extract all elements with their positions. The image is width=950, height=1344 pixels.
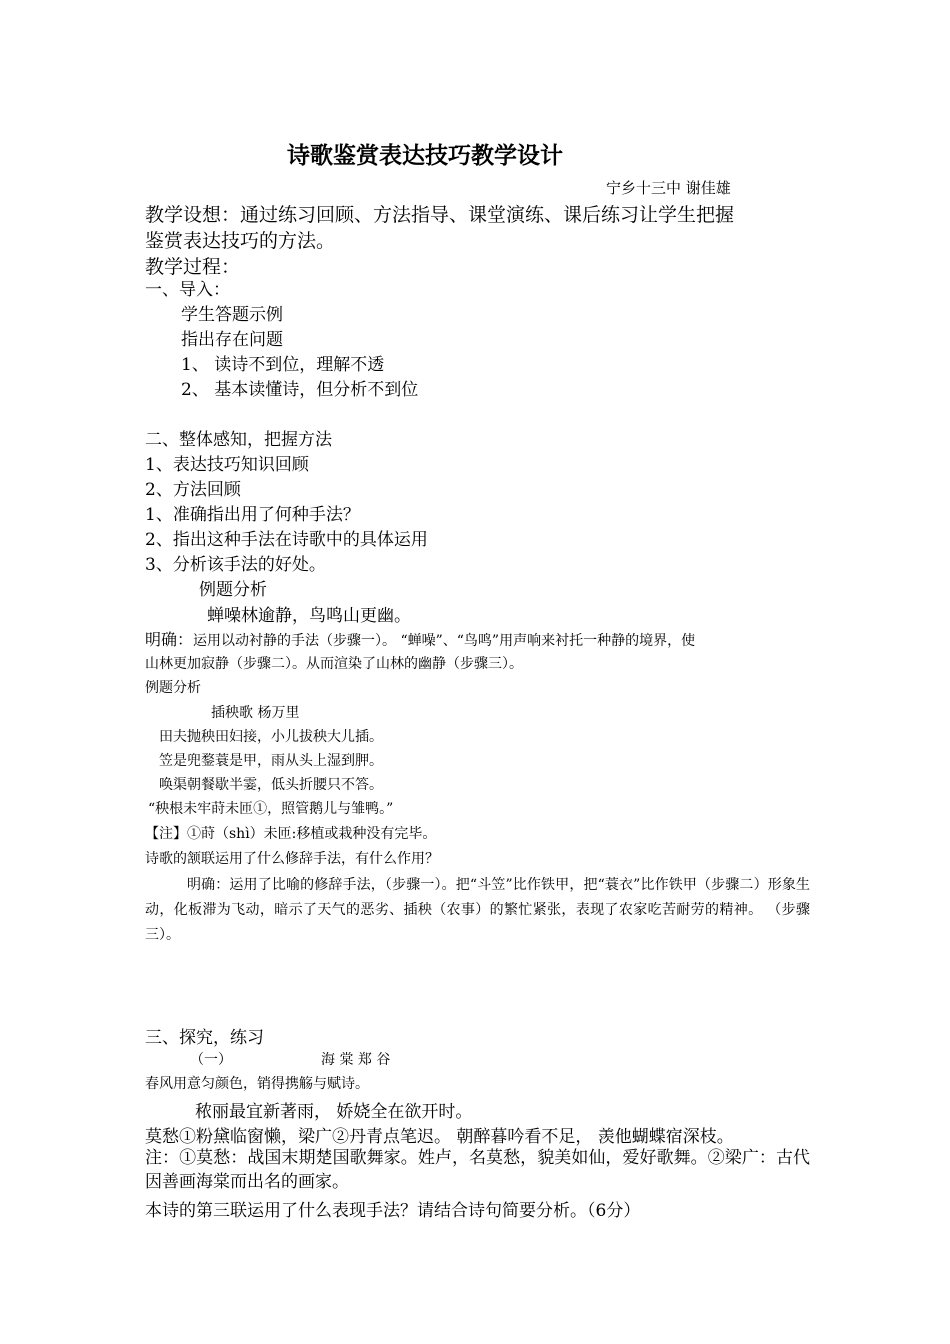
poem-line: 笠是兜鍪蓑是甲，雨从头上湿到胛。 <box>159 753 383 769</box>
section3-line: 莫愁①粉黛临窗懒，梁广②丹青点笔迟。 朝醉暮吟看不足， 羡他蝴蝶宿深枝。 <box>145 1127 734 1147</box>
poem-line: “秧根未牢莳未匝①，照管鹅儿与雏鸭。” <box>148 801 394 817</box>
page-title: 诗歌鉴赏表达技巧教学设计 <box>287 142 563 169</box>
section3-heading: 三、探究，练习 <box>145 1028 264 1048</box>
process-heading: 教学过程： <box>145 256 241 278</box>
section3-line: 秾丽最宜新著雨， 娇娆全在欲开时。 <box>195 1102 473 1122</box>
section2-heading: 二、整体感知，把握方法 <box>145 430 332 450</box>
author-line: 宁乡十三中 谢佳雄 <box>606 179 731 197</box>
section1-item: 2、 基本读懂诗，但分析不到位 <box>181 380 419 400</box>
example1-line: 蝉噪林逾静，鸟鸣山更幽。 <box>207 606 411 626</box>
answer1-line-1 <box>145 627 695 650</box>
poem-title: 插秧歌 杨万里 <box>211 705 300 721</box>
section2-item: 2、指出这种手法在诗歌中的具体运用 <box>145 530 428 550</box>
section2-item: 2、方法回顾 <box>145 480 241 500</box>
section1-heading: 一、导入： <box>145 280 230 300</box>
section3-note: 注：①莫愁：战国末期楚国歌舞家。姓卢，名莫愁，貌美如仙，爱好歌舞。②梁广：古代因善画海棠而出名的画家。 <box>145 1148 810 1192</box>
section1-item: 1、 读诗不到位，理解不透 <box>181 355 385 375</box>
example1-label: 例题分析 <box>199 580 267 600</box>
example2-label: 例题分析 <box>145 680 201 696</box>
section2-item: 1、准确指出用了何种手法？ <box>145 505 360 525</box>
answer1-prefix: 明确： <box>145 630 194 649</box>
section1-item: 指出存在问题 <box>181 330 283 350</box>
answer1-text: 运用以动衬静的手法（步骤一）。 “蝉噪”、“鸟鸣”用声响来衬托一种静的境界，使 <box>193 633 696 649</box>
section3-question: 本诗的第三联运用了什么表现手法？请结合诗句简要分析。（6分） <box>145 1201 641 1221</box>
question-1: 诗歌的颔联运用了什么修辞手法，有什么作用？ <box>145 851 439 867</box>
poem-line: 唤渠朝餐歇半霎，低头折腰只不答。 <box>159 777 383 793</box>
answer1-line-2: 山林更加寂静（步骤二）。从而渲染了山林的幽静（步骤三）。 <box>145 656 523 672</box>
answer-2: 明确：运用了比喻的修辞手法，（步骤一）。把“斗笠”比作铁甲，把“蓑衣”比作铁甲（步骤二）形象生动，化板滞为飞动，暗示了天气的恶劣、插秧（农事）的繁忙紧张，表现了农家吃苦耐劳的精神。 （步骤三）。 <box>145 877 810 943</box>
section2-item: 3、分析该手法的好处。 <box>145 555 326 575</box>
poem-line: 田夫抛秧田妇接，小儿拔秧大儿插。 <box>159 729 383 745</box>
poem-note: 【注】①莳（shì）未匝:移植或栽种没有完毕。 <box>145 826 437 842</box>
section3-sub-label: （一） <box>190 1052 232 1068</box>
section3-line: 春风用意匀颜色，销得携觞与赋诗。 <box>145 1076 369 1092</box>
intro-line-1: 教学设想：通过练习回顾、方法指导、课堂演练、课后练习让学生把握 <box>145 204 735 226</box>
section2-item: 1、表达技巧知识回顾 <box>145 455 309 475</box>
section3-poem-title: 海 棠 郑 谷 <box>321 1052 391 1068</box>
intro-line-2: 鉴赏表达技巧的方法。 <box>145 230 336 252</box>
section1-item: 学生答题示例 <box>181 305 283 325</box>
